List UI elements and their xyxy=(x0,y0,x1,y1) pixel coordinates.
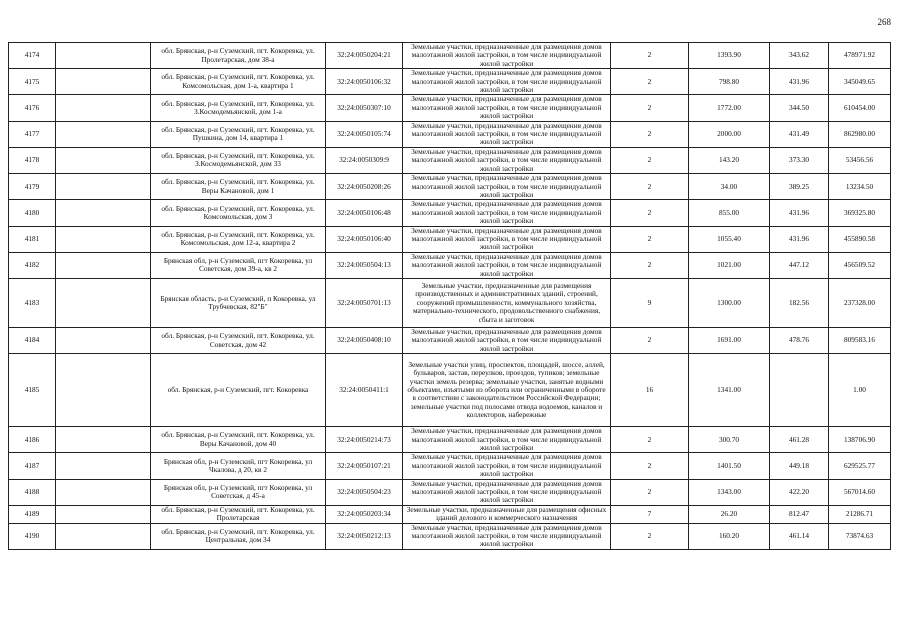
address-cell: обл. Брянская, р-н Суземский, пгт. Кокоревка, ул. Веры Качановой, дом 1 xyxy=(151,174,326,200)
cadastral-number-cell: 32:24:0050105:74 xyxy=(326,121,403,147)
use-group-cell: 2 xyxy=(611,43,689,69)
table-row xyxy=(9,95,891,121)
spacer-cell xyxy=(56,327,151,353)
land-use-type-cell: Земельные участки, предназначенные для размещения домов малоэтажной жилой застройки, в том числе индивидуальной жилой застройки xyxy=(403,95,611,121)
area-cell: 1343.00 xyxy=(689,479,770,505)
cadastral-value-cell: 53456.56 xyxy=(829,147,891,173)
table-row xyxy=(9,523,891,549)
cadastral-number-cell: 32:24:0050411:1 xyxy=(326,354,403,427)
specific-value-cell: 373.30 xyxy=(770,147,829,173)
cadastral-number-cell: 32:24:0050106:40 xyxy=(326,226,403,252)
row-number: 4190 xyxy=(9,523,56,549)
spacer-cell xyxy=(56,278,151,327)
address-cell: обл. Брянская, р-н Суземский, пгт. Кокоревка, ул. Пушкина, дом 14, квартира 1 xyxy=(151,121,326,147)
land-use-type-cell: Земельные участки улиц, проспектов, площадей, шоссе, аллей, бульваров, застав, переулков, проездов, тупиков; земельные участки земель резерва; земельные участки, занятые водными объектами, изъятыми из оборота или ограниченными в обороте в соответствии с законодательством Российской Федерации; земельные участки под полосами отвода водоемов, каналов и коллекторов, набережные xyxy=(403,354,611,427)
row-number: 4186 xyxy=(9,427,56,453)
cadastral-number-cell: 32:24:0050309:9 xyxy=(326,147,403,173)
address-cell: обл. Брянская, р-н Суземский, пгт. Кокоревка xyxy=(151,354,326,427)
spacer-cell xyxy=(56,121,151,147)
row-number: 4179 xyxy=(9,174,56,200)
row-number: 4183 xyxy=(9,278,56,327)
spacer-cell xyxy=(56,174,151,200)
spacer-cell xyxy=(56,252,151,278)
land-use-type-cell: Земельные участки, предназначенные для размещения домов малоэтажной жилой застройки, в том числе индивидуальной жилой застройки xyxy=(403,121,611,147)
row-number: 4181 xyxy=(9,226,56,252)
specific-value-cell: 461.14 xyxy=(770,523,829,549)
specific-value-cell xyxy=(770,354,829,427)
cadastral-value-cell: 73874.63 xyxy=(829,523,891,549)
use-group-cell: 2 xyxy=(611,252,689,278)
area-cell: 1393.90 xyxy=(689,43,770,69)
specific-value-cell: 431.49 xyxy=(770,121,829,147)
cadastral-value-cell: 1.00 xyxy=(829,354,891,427)
cadastral-value-cell: 862980.00 xyxy=(829,121,891,147)
use-group-cell: 2 xyxy=(611,200,689,226)
cadastral-value-cell: 13234.50 xyxy=(829,174,891,200)
table-row xyxy=(9,354,891,427)
area-cell: 1401.50 xyxy=(689,453,770,479)
area-cell: 1021.00 xyxy=(689,252,770,278)
specific-value-cell: 182.56 xyxy=(770,278,829,327)
row-number: 4188 xyxy=(9,479,56,505)
cadastral-number-cell: 32:24:0050106:32 xyxy=(326,69,403,95)
row-number: 4178 xyxy=(9,147,56,173)
cadastral-value-cell: 610454.00 xyxy=(829,95,891,121)
table-row xyxy=(9,479,891,505)
table-row xyxy=(9,43,891,69)
use-group-cell: 2 xyxy=(611,427,689,453)
specific-value-cell: 389.25 xyxy=(770,174,829,200)
cadastral-value-cell: 369325.80 xyxy=(829,200,891,226)
specific-value-cell: 344.50 xyxy=(770,95,829,121)
address-cell: обл. Брянская, р-н Суземский, пгт. Кокоревка, ул. З.Космодемьянской, дом 33 xyxy=(151,147,326,173)
area-cell: 160.20 xyxy=(689,523,770,549)
use-group-cell: 9 xyxy=(611,278,689,327)
spacer-cell xyxy=(56,95,151,121)
row-number: 4187 xyxy=(9,453,56,479)
table-row xyxy=(9,427,891,453)
area-cell: 300.70 xyxy=(689,427,770,453)
land-use-type-cell: Земельные участки, предназначенные для размещения домов малоэтажной жилой застройки, в том числе индивидуальной жилой застройки xyxy=(403,147,611,173)
address-cell: Брянская область, р-н Суземский, п Кокоревка, ул Трубчевская, 82"Б" xyxy=(151,278,326,327)
row-number: 4175 xyxy=(9,69,56,95)
cadastral-number-cell: 32:24:0050204:21 xyxy=(326,43,403,69)
cadastral-number-cell: 32:24:0050504:23 xyxy=(326,479,403,505)
cadastral-value-cell: 138706.90 xyxy=(829,427,891,453)
specific-value-cell: 812.47 xyxy=(770,505,829,523)
area-cell: 855.00 xyxy=(689,200,770,226)
spacer-cell xyxy=(56,69,151,95)
land-use-type-cell: Земельные участки, предназначенные для размещения домов малоэтажной жилой застройки, в том числе индивидуальной жилой застройки xyxy=(403,69,611,95)
table-row xyxy=(9,147,891,173)
address-cell: обл. Брянская, р-н Суземский, пгт. Кокоревка, ул. Комсомольская, дом 1-а, квартира 1 xyxy=(151,69,326,95)
table-row xyxy=(9,252,891,278)
use-group-cell: 7 xyxy=(611,505,689,523)
land-use-type-cell: Земельные участки, предназначенные для размещения домов малоэтажной жилой застройки, в том числе индивидуальной жилой застройки xyxy=(403,523,611,549)
table-row xyxy=(9,200,891,226)
cadastral-number-cell: 32:24:0050504:13 xyxy=(326,252,403,278)
specific-value-cell: 431.96 xyxy=(770,69,829,95)
address-cell: обл. Брянская, р-н Суземский, пгт. Кокоревка, ул. З.Космодемьянской, дом 1-а xyxy=(151,95,326,121)
cadastral-value-table xyxy=(8,42,891,550)
area-cell: 34.00 xyxy=(689,174,770,200)
cadastral-number-cell: 32:24:0050106:48 xyxy=(326,200,403,226)
row-number: 4182 xyxy=(9,252,56,278)
table-row xyxy=(9,226,891,252)
cadastral-number-cell: 32:24:0050408:10 xyxy=(326,327,403,353)
area-cell: 143.20 xyxy=(689,147,770,173)
use-group-cell: 2 xyxy=(611,523,689,549)
row-number: 4174 xyxy=(9,43,56,69)
area-cell: 26.20 xyxy=(689,505,770,523)
use-group-cell: 2 xyxy=(611,69,689,95)
cadastral-value-cell: 478971.92 xyxy=(829,43,891,69)
area-cell: 2000.00 xyxy=(689,121,770,147)
area-cell: 1691.00 xyxy=(689,327,770,353)
cadastral-value-cell: 809583.16 xyxy=(829,327,891,353)
spacer-cell xyxy=(56,200,151,226)
spacer-cell xyxy=(56,505,151,523)
specific-value-cell: 461.28 xyxy=(770,427,829,453)
row-number: 4189 xyxy=(9,505,56,523)
spacer-cell xyxy=(56,147,151,173)
use-group-cell: 2 xyxy=(611,174,689,200)
address-cell: обл. Брянская, р-н Суземский, пгт. Кокоревка, ул. Комсомольская, дом 3 xyxy=(151,200,326,226)
land-use-type-cell: Земельные участки, предназначенные для размещения домов малоэтажной жилой застройки, в том числе индивидуальной жилой застройки xyxy=(403,174,611,200)
cadastral-value-cell: 455890.58 xyxy=(829,226,891,252)
table-row xyxy=(9,121,891,147)
cadastral-value-cell: 456509.52 xyxy=(829,252,891,278)
cadastral-number-cell: 32:24:0050203:34 xyxy=(326,505,403,523)
use-group-cell: 2 xyxy=(611,95,689,121)
spacer-cell xyxy=(56,523,151,549)
address-cell: Брянская обл, р-н Суземский, пгт Кокоревка, ул Советская, дом 39-а, кв 2 xyxy=(151,252,326,278)
row-number: 4184 xyxy=(9,327,56,353)
land-use-type-cell: Земельные участки, предназначенные для размещения домов малоэтажной жилой застройки, в том числе индивидуальной жилой застройки xyxy=(403,200,611,226)
cadastral-value-cell: 21286.71 xyxy=(829,505,891,523)
specific-value-cell: 431.96 xyxy=(770,226,829,252)
address-cell: обл. Брянская, р-н Суземский, пгт. Кокоревка, ул. Веры Качановой, дом 40 xyxy=(151,427,326,453)
use-group-cell: 2 xyxy=(611,226,689,252)
area-cell: 1300.00 xyxy=(689,278,770,327)
land-use-type-cell: Земельные участки, предназначенные для размещения домов малоэтажной жилой застройки, в том числе индивидуальной жилой застройки xyxy=(403,453,611,479)
land-use-type-cell: Земельные участки, предназначенные для размещения домов малоэтажной жилой застройки, в том числе индивидуальной жилой застройки xyxy=(403,43,611,69)
table-row xyxy=(9,327,891,353)
spacer-cell xyxy=(56,43,151,69)
land-use-type-cell: Земельные участки, предназначенные для размещения домов малоэтажной жилой застройки, в том числе индивидуальной жилой застройки xyxy=(403,479,611,505)
use-group-cell: 2 xyxy=(611,147,689,173)
address-cell: Брянская обл, р-н Суземский, пгт Кокоревка, ул Советская, д 45-а xyxy=(151,479,326,505)
spacer-cell xyxy=(56,226,151,252)
specific-value-cell: 447.12 xyxy=(770,252,829,278)
area-cell: 1341.00 xyxy=(689,354,770,427)
land-use-type-cell: Земельные участки, предназначенные для размещения домов малоэтажной жилой застройки, в том числе индивидуальной жилой застройки xyxy=(403,226,611,252)
specific-value-cell: 343.62 xyxy=(770,43,829,69)
land-use-type-cell: Земельные участки, предназначенные для размещения домов малоэтажной жилой застройки, в том числе индивидуальной жилой застройки xyxy=(403,427,611,453)
address-cell: обл. Брянская, р-н Суземский, пгт. Кокоревка, ул. Комсомольская, дом 12-а, квартира 2 xyxy=(151,226,326,252)
address-cell: обл. Брянская, р-н Суземский, пгт. Кокоревка, ул. Пролетарская xyxy=(151,505,326,523)
table-row xyxy=(9,69,891,95)
cadastral-number-cell: 32:24:0050107:21 xyxy=(326,453,403,479)
page-number: 268 xyxy=(877,17,891,27)
land-use-type-cell: Земельные участки, предназначенные для размещения производственных и административных зданий, строений, сооружений промышленности, коммунального хозяйства, материально-технического, продовольственного снабжения, сбыта и заготовок xyxy=(403,278,611,327)
specific-value-cell: 478.76 xyxy=(770,327,829,353)
cadastral-number-cell: 32:24:0050212:13 xyxy=(326,523,403,549)
spacer-cell xyxy=(56,354,151,427)
area-cell: 1055.40 xyxy=(689,226,770,252)
area-cell: 798.80 xyxy=(689,69,770,95)
table-row xyxy=(9,505,891,523)
row-number: 4185 xyxy=(9,354,56,427)
area-cell: 1772.00 xyxy=(689,95,770,121)
row-number: 4176 xyxy=(9,95,56,121)
address-cell: обл. Брянская, р-н Суземский, пгт. Кокоревка, ул. Советская, дом 42 xyxy=(151,327,326,353)
land-use-type-cell: Земельные участки, предназначенные для размещения офисных зданий делового и коммерческого назначения xyxy=(403,505,611,523)
table-row xyxy=(9,174,891,200)
use-group-cell: 2 xyxy=(611,121,689,147)
row-number: 4180 xyxy=(9,200,56,226)
row-number: 4177 xyxy=(9,121,56,147)
specific-value-cell: 431.96 xyxy=(770,200,829,226)
table-row xyxy=(9,453,891,479)
use-group-cell: 16 xyxy=(611,354,689,427)
spacer-cell xyxy=(56,427,151,453)
spacer-cell xyxy=(56,479,151,505)
specific-value-cell: 449.18 xyxy=(770,453,829,479)
table-row xyxy=(9,278,891,327)
use-group-cell: 2 xyxy=(611,479,689,505)
cadastral-number-cell: 32:24:0050307:10 xyxy=(326,95,403,121)
land-use-type-cell: Земельные участки, предназначенные для размещения домов малоэтажной жилой застройки, в том числе индивидуальной жилой застройки xyxy=(403,252,611,278)
spacer-cell xyxy=(56,453,151,479)
cadastral-number-cell: 32:24:0050214:73 xyxy=(326,427,403,453)
cadastral-value-cell: 629525.77 xyxy=(829,453,891,479)
use-group-cell: 2 xyxy=(611,327,689,353)
cadastral-number-cell: 32:24:0050701:13 xyxy=(326,278,403,327)
cadastral-value-cell: 237328.00 xyxy=(829,278,891,327)
use-group-cell: 2 xyxy=(611,453,689,479)
address-cell: Брянская обл, р-н Суземский, пгт Кокоревка, ул Чкалова, д 20, кв 2 xyxy=(151,453,326,479)
cadastral-value-cell: 345049.65 xyxy=(829,69,891,95)
cadastral-number-cell: 32:24:0050208:26 xyxy=(326,174,403,200)
specific-value-cell: 422.20 xyxy=(770,479,829,505)
address-cell: обл. Брянская, р-н Суземский, пгт. Кокоревка, ул. Пролетарская, дом 38-а xyxy=(151,43,326,69)
cadastral-value-cell: 567014.60 xyxy=(829,479,891,505)
address-cell: обл. Брянская, р-н Суземский, пгт. Кокоревка, ул. Центральная, дом 34 xyxy=(151,523,326,549)
land-use-type-cell: Земельные участки, предназначенные для размещения домов малоэтажной жилой застройки, в том числе индивидуальной жилой застройки xyxy=(403,327,611,353)
